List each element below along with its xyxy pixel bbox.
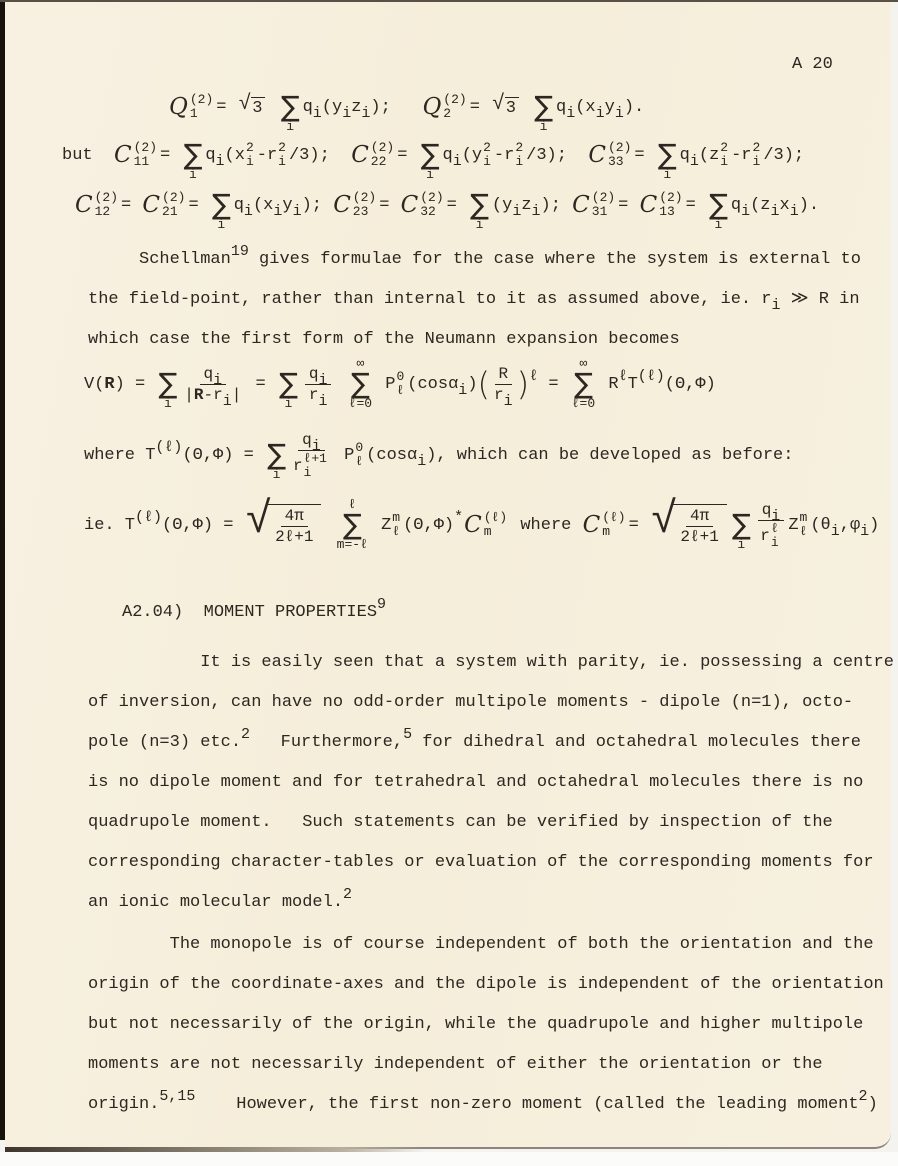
paper bbox=[5, 2, 894, 1149]
paragraph-line: It is easily seen that a system with parity, ie. possessing a centre bbox=[88, 653, 894, 672]
equation-q-components: Q (2) 1 = √ 3 ∑ i q i (y i z i ); Q (2) 2 = √ 3 ∑ i q i (x i y i ). bbox=[169, 90, 645, 134]
paragraph-line: an ionic molecular model.2 bbox=[88, 886, 353, 912]
paragraph-line: quadrupole moment. Such statements can be verified by inspection of the bbox=[88, 813, 833, 832]
paragraph-line: is no dipole moment and for tetrahedral and octahedral molecules there is no bbox=[88, 773, 864, 792]
paragraph-parity bbox=[88, 643, 894, 923]
equation-c-offdiagonal: C (2) 12 = C (2) 21 = ∑ i q i (x i y i ); C (2) 23 = C (2) 32 = ∑ i (y i z i ); C (2) 31 = C (2) 13 = ∑ i q i (z i x i ). bbox=[75, 188, 820, 232]
paragraph-monopole bbox=[88, 925, 884, 1125]
scan-edge-left bbox=[0, 0, 5, 1140]
page-number: A 20 bbox=[792, 55, 833, 74]
paragraph-line: of inversion, can have no odd-order multipole moments - dipole (n=1), octo- bbox=[88, 693, 854, 712]
paragraph-line: origin.5,15 However, the first non-zero moment (called the leading moment2) bbox=[88, 1088, 878, 1114]
paragraph-line: which case the first form of the Neumann expansion becomes bbox=[88, 330, 680, 349]
equation-c-diagonal: but C (2) 11 = ∑ i q i (x 2 i -r 2 i /3); C (2) 22 = ∑ i q i (y 2 i -r 2 i /3); C (2) 33 = ∑ i q i (z 2 i -r 2 i /3); bbox=[62, 138, 805, 182]
paragraph-line: the field-point, rather than internal to it as assumed above, ie. ri ≫ R in bbox=[88, 290, 860, 314]
paragraph-line: but not necessarily of the origin, while the quadrupole and higher multipole bbox=[88, 1015, 864, 1034]
equation-potential-expansion: V( R ) = ∑ i $\frac{qi}{|R-ri|}$ = ∑ i $\frac{qi}{ri}$ ∞ ∑ ℓ=0 P 0 ℓ (cosα i ) ( $\frac{R}{ri}$ ) ℓ = ∞ ∑ ℓ=0 R ℓ T (ℓ) (Θ,Φ) bbox=[84, 356, 716, 411]
paragraph-line: The monopole is of course independent of both the orientation and the bbox=[88, 935, 874, 954]
paragraph-line: origin of the coordinate-axes and the dipole is independent of the orientation bbox=[88, 975, 884, 994]
paragraph-line: pole (n=3) etc.2 Furthermore,5 for dihedral and octahedral molecules there bbox=[88, 726, 861, 752]
paragraph-line: Schellman19 gives formulae for the case where the system is external to bbox=[88, 243, 861, 269]
scan-background bbox=[0, 1152, 898, 1166]
equation-t-development: ie. T (ℓ) (Θ,Φ) = √ $\frac{4\pi}{\text{2ℓ+1}}$ ℓ ∑ m=-ℓ Z m ℓ (Θ,Φ) * C (ℓ) m where C (ℓ) m = √ $\frac{4\pi}{\text{2ℓ+1}}$ ∑ i qi r ℓ i Z m ℓ (θ i ,φ i ) bbox=[84, 496, 880, 552]
section-heading: A2.04) MOMENT PROPERTIES9 bbox=[122, 596, 387, 622]
paragraph-line: moments are not necessarily independent of either the orientation or the bbox=[88, 1055, 823, 1074]
paragraph-line: corresponding character-tables or evaluation of the corresponding moments for bbox=[88, 853, 874, 872]
paragraph-schellman bbox=[88, 240, 861, 360]
equation-t-definition: where T (ℓ) (Θ,Φ) = ∑ i qi r ℓ+1 i P 0 ℓ (cosα i ), which can be developed as before: bbox=[84, 430, 794, 482]
scan-edge-top bbox=[0, 0, 898, 2]
